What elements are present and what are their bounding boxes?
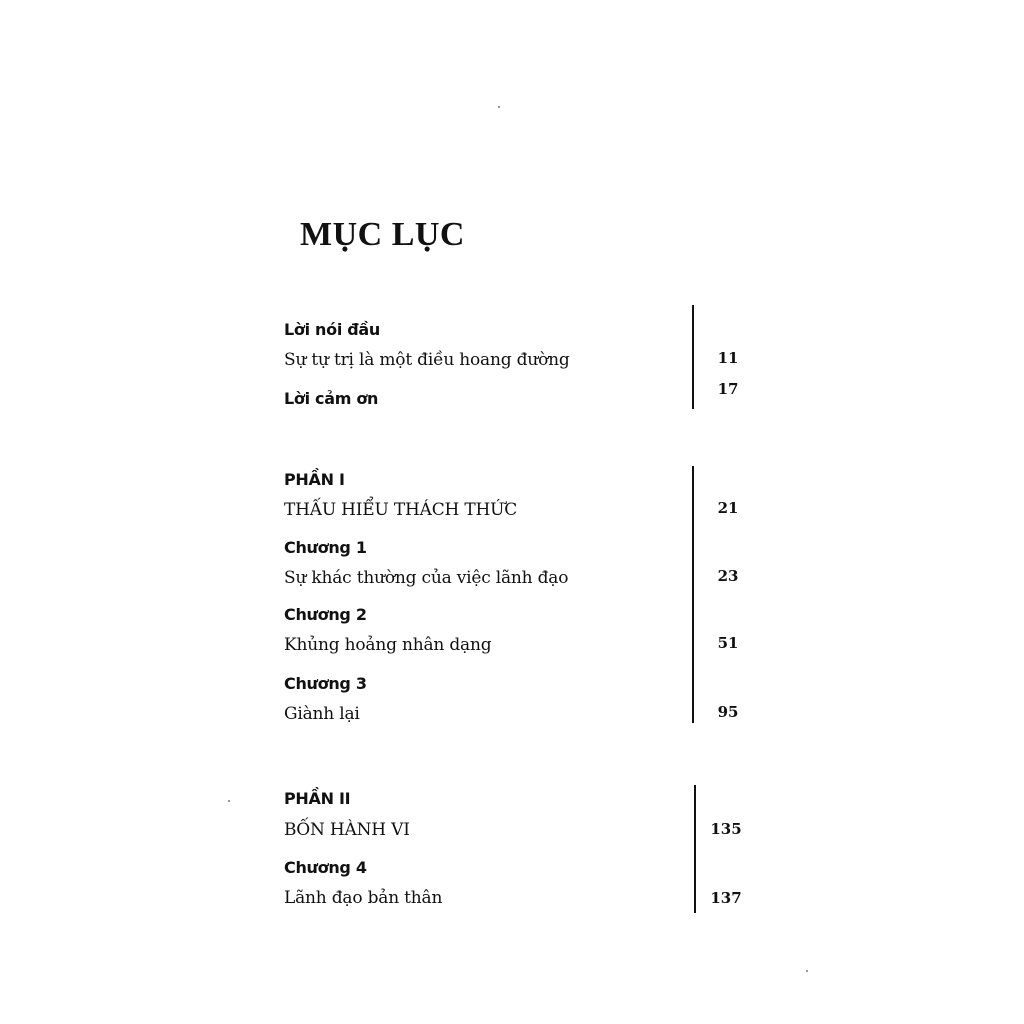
toc-heading: Chương 2	[284, 605, 367, 624]
toc-entry: BỐN HÀNH VI	[284, 820, 410, 840]
toc-page-number: 137	[710, 889, 742, 907]
toc-page-number: 21	[717, 499, 739, 517]
page-title: MỤC LỤC	[300, 216, 465, 253]
toc-heading: Chương 1	[284, 538, 367, 557]
toc-entry: Sự khác thường của việc lãnh đạo	[284, 568, 569, 588]
scan-speck	[806, 970, 808, 972]
toc-page-number: 17	[717, 380, 739, 398]
toc-entry: Giành lại	[284, 704, 360, 724]
toc-page-number: 11	[717, 349, 739, 367]
scan-speck	[228, 800, 230, 802]
section-divider-line	[692, 305, 694, 409]
scan-speck	[498, 106, 500, 108]
toc-heading: Chương 3	[284, 674, 367, 693]
toc-heading: Chương 4	[284, 858, 367, 877]
toc-page-number: 135	[710, 820, 742, 838]
toc-heading: PHẦN II	[284, 789, 351, 808]
toc-page-number: 23	[717, 567, 739, 585]
toc-entry: THẤU HIỂU THÁCH THỨC	[284, 500, 518, 520]
toc-heading: Lời nói đầu	[284, 320, 381, 339]
toc-heading: PHẦN I	[284, 470, 345, 489]
toc-entry: Sự tự trị là một điều hoang đường	[284, 350, 570, 370]
toc-page-number: 51	[717, 634, 739, 652]
toc-page-number: 95	[717, 703, 739, 721]
toc-heading: Lời cảm ơn	[284, 389, 379, 408]
toc-entry: Lãnh đạo bản thân	[284, 888, 443, 908]
section-divider-line	[692, 466, 694, 723]
toc-entry: Khủng hoảng nhân dạng	[284, 635, 492, 655]
